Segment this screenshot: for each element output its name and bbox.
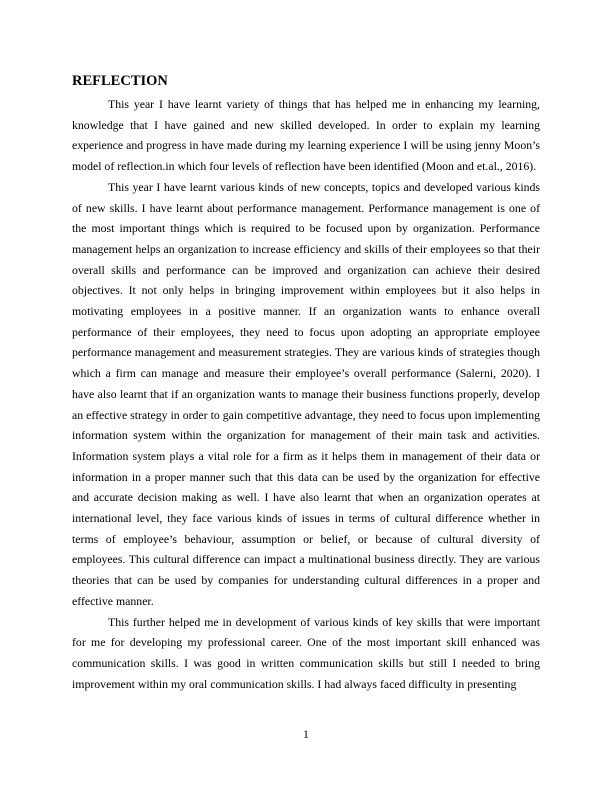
body-text: [72, 94, 540, 694]
page-number: 1: [303, 727, 309, 741]
section-heading: REFLECTION: [72, 73, 168, 89]
paragraph-skills: This further helped me in development of various kinds of key skills that were important for me for developing my professional career. One of the most important skill enhanced was communication skills. I was good in written communication skills but still I needed to bring improvement within my oral communication skills. I had always faced difficulty in presenting: [72, 614, 540, 691]
paragraph-learning: This year I have learnt various kinds of new concepts, topics and developed various kinds of new skills. I have learnt about performance management. Performance management is one of the most important things which is required to be focused upon by organization. Performance management helps an organization to increase efficiency and skills of their employees so that their overall skills and performance can be improved and organization can achieve their desired objectives. It not only helps in bringing improvement within employees but it also helps in motivating employees in a positive manner. If an organization wants to enhance overall performance of their employees, they need to focus upon adopting an appropriate employee performance management and measurement strategies. They are various kinds of strategies though which a firm can manage and measure their employee’s overall performance (Salerni, 2020). I have also learnt that if an organization wants to manage their business functions properly, develop an effective strategy in order to gain competitive advantage, they need to focus upon implementing information system within the organization for management of their main task and activities. Information system plays a vital role for a firm as it helps them in management of their data or information in a proper manner such that this data can be used by the organization for effective and accurate decision making as well. I have also learnt that when an organization operates at international level, they face various kinds of issues in terms of cultural difference whether in terms of employee’s behaviour, assumption or belief, or because of cultural diversity of employees. This cultural difference can impact a multinational business directly. They are various theories that can be used by companies for understanding cultural differences in a proper and effective manner.: [72, 179, 540, 608]
paragraph-intro: This year I have learnt variety of things that has helped me in enhancing my learning, knowledge that I have gained and new skilled developed. In order to explain my learning experience and progress in have made during my learning experience I will be using jenny Moon’s model of reflection.in which four levels of reflection have been identified (Moon and et.al., 2016).: [72, 97, 540, 174]
